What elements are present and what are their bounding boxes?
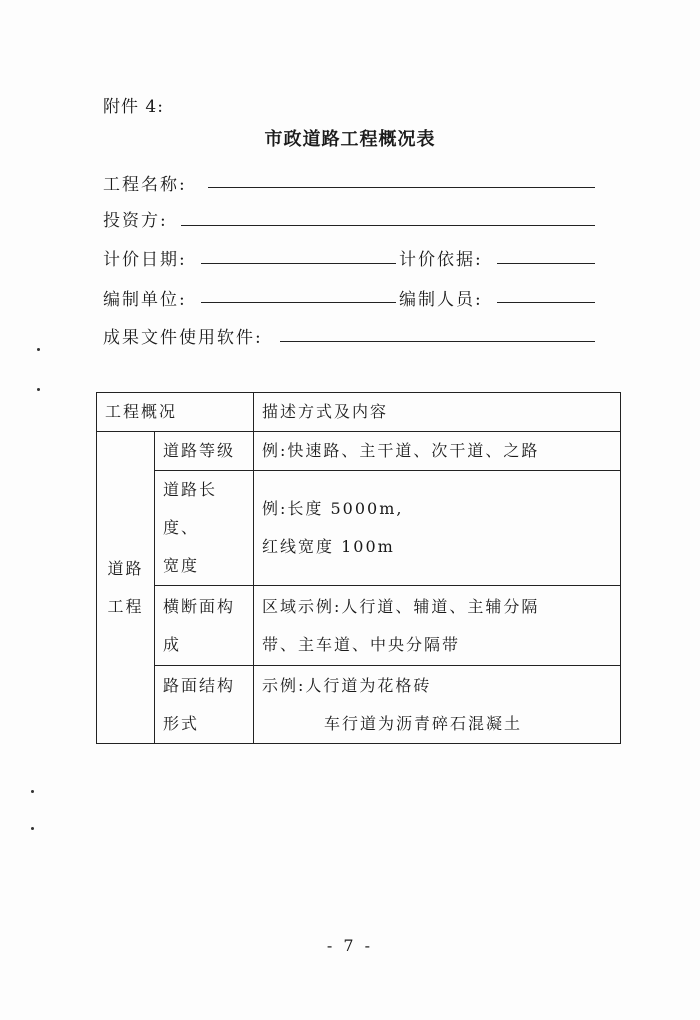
scan-speck: [31, 790, 34, 793]
scan-speck: [31, 827, 34, 830]
category-cell-road-engineering: [97, 432, 155, 744]
category-line: 道路: [107, 558, 144, 578]
desc-line: 车行道为沥青碎石混凝土: [324, 713, 523, 733]
header-overview: 工程概况: [97, 393, 254, 432]
desc-cell: [254, 586, 621, 666]
item-cell: [155, 666, 254, 744]
desc-cell: [254, 666, 621, 744]
desc-line: 红线宽度 100m: [262, 537, 395, 556]
desc-line: 带、主车道、中央分隔带: [262, 634, 461, 654]
scan-speck: [37, 348, 40, 351]
desc-cell: [254, 471, 621, 586]
item-cell: 道路等级: [155, 432, 254, 471]
category-line: 工程: [107, 596, 144, 616]
pricing-date-blank: [201, 263, 396, 264]
table-header-row: [97, 393, 621, 432]
investor-label: 投资方:: [103, 211, 168, 231]
investor-blank: [181, 225, 595, 226]
pricing-basis-blank: [497, 263, 595, 264]
compiler-label: 编制人员:: [399, 290, 483, 310]
table-row: [97, 432, 621, 471]
software-blank: [280, 341, 595, 342]
compiler-blank: [497, 302, 595, 303]
item-line: 宽度: [163, 556, 200, 575]
pricing-date-label: 计价日期:: [103, 250, 187, 270]
item-cell: 横断面构成: [155, 586, 254, 666]
item-line: 形式: [163, 713, 200, 733]
table-row: [97, 666, 621, 744]
annex-label: 附件 4:: [103, 97, 164, 117]
page-number: - 7 -: [326, 936, 374, 955]
page-title: 市政道路工程概况表: [264, 129, 436, 150]
desc-line: 示例:人行道为花格砖: [262, 675, 432, 695]
desc-line: 例:长度 5000m,: [262, 499, 404, 518]
header-description: 描述方式及内容: [254, 393, 621, 432]
item-line: 路面结构: [163, 675, 236, 695]
pricing-basis-label: 计价依据:: [399, 250, 483, 270]
table-row: [97, 471, 621, 586]
project-summary-table: [96, 392, 621, 744]
item-cell: [155, 471, 254, 586]
desc-cell: 例:快速路、主干道、次干道、之路: [254, 432, 621, 471]
table-row: [97, 586, 621, 666]
item-line: 道路长度、: [163, 480, 218, 537]
compiling-unit-blank: [201, 302, 396, 303]
software-label: 成果文件使用软件:: [103, 328, 263, 348]
project-name-blank: [208, 187, 595, 188]
compiling-unit-label: 编制单位:: [103, 290, 187, 310]
project-name-label: 工程名称:: [103, 175, 187, 195]
desc-line: 区域示例:人行道、辅道、主辅分隔: [262, 596, 540, 616]
scan-speck: [37, 388, 40, 391]
